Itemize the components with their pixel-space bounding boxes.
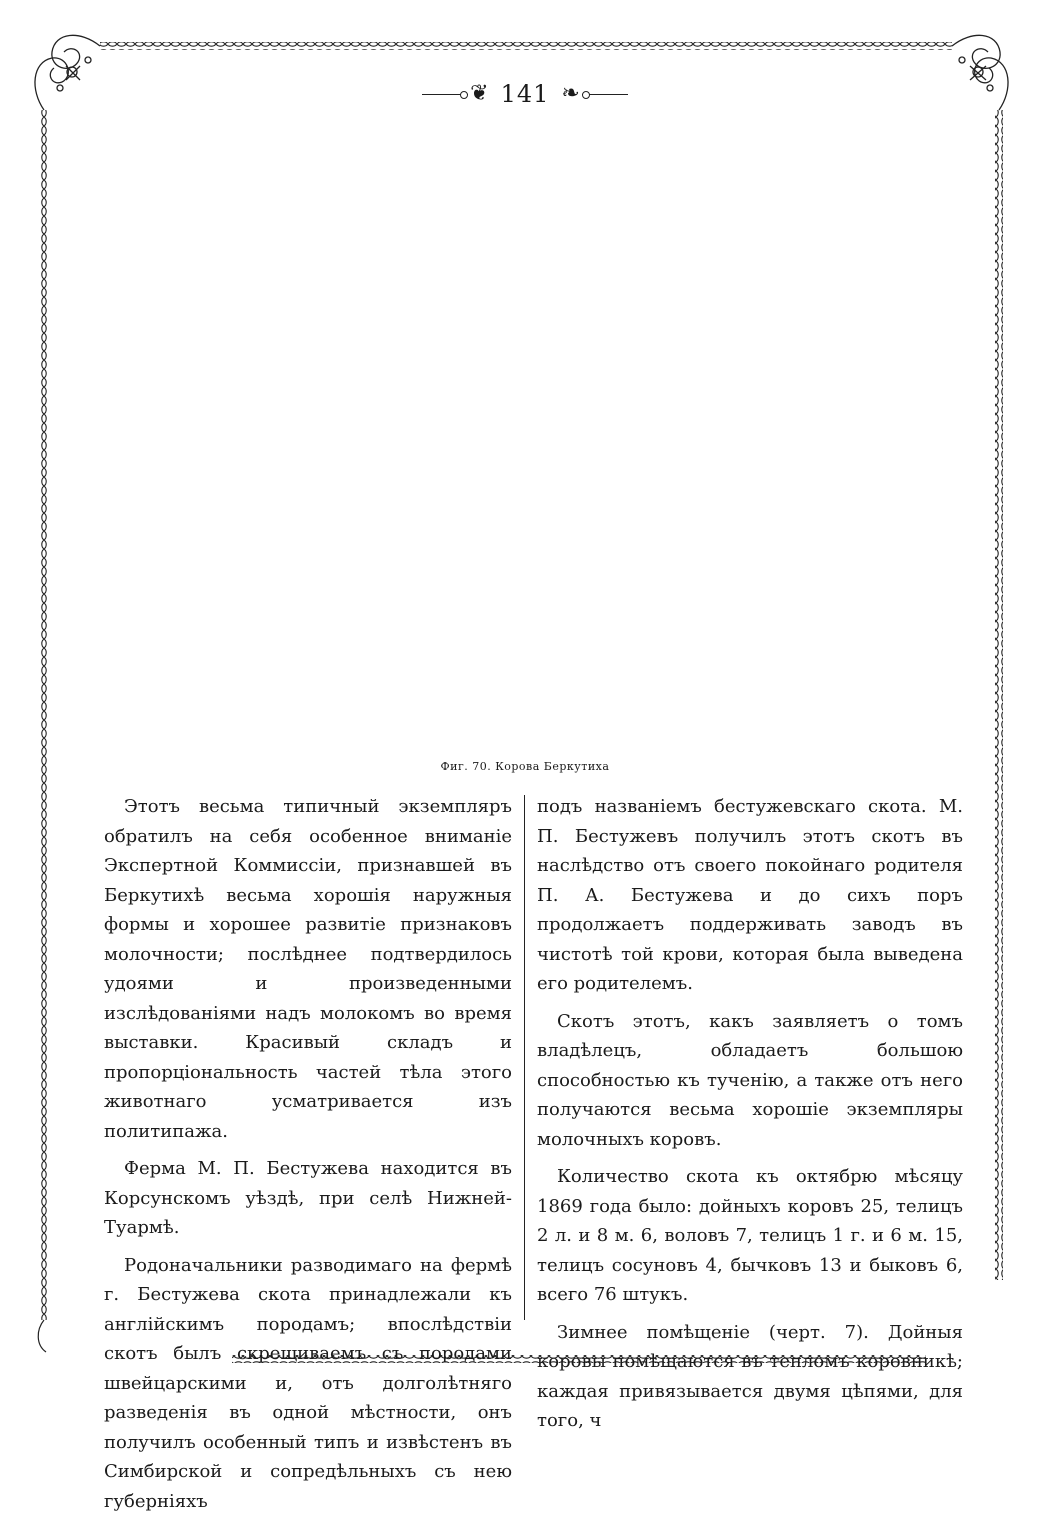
paragraph: Этотъ весьма типичный экземпляръ обратилъ на себя особенное вниманіе Экспертной Коммиссіи, признавшей въ Беркутихѣ весьма хорошія наружныя формы и хорошее развитіе признаковъ молочности; послѣднее подтвердилось удоями и произведенными изслѣдованіями надъ молокомъ во время выставки. Красивый складъ и пропорціональность частей тѣла этого животнаго усматривается изъ политипажа. (104, 796, 512, 1142)
paragraph: Количество скота къ октябрю мѣсяцу 1869 года было: дойныхъ коровъ 25, телицъ 2 л. и 8 м. 6, воловъ 7, телицъ 1 г. и 6 м. 15, телицъ сосуновъ 4, бычковъ 13 и быковъ 6, всего 76 штукъ. (537, 1166, 963, 1305)
header-rule-right (582, 94, 628, 95)
heart-ornament-icon: ❧ (561, 81, 580, 106)
page-header (0, 76, 1050, 112)
corner-flourish-bottom-left (38, 1320, 46, 1352)
text-column-left (104, 792, 512, 1524)
paragraph: Скотъ этотъ, какъ заявляетъ о томъ владѣлецъ, обладаетъ большою способностью къ тученію, а также отъ него получаются весьма хорошіе экземпляры молочныхъ коровъ. (537, 1010, 963, 1150)
column-divider (524, 795, 525, 1320)
page-number: 141 (500, 80, 550, 108)
paragraph: Родоначальники разводимаго на фермѣ г. Бестужева скота принадлежали къ англійскимъ породамъ; впослѣдствіи скотъ былъ скрещиваемъ съ породами швейцарскими и, отъ долголѣтняго разведенія въ одной мѣстности, онъ получилъ особенный типъ и извѣстенъ въ Симбирской и сопредѣльныхъ съ нею губерніяхъ (104, 1254, 512, 1512)
heart-ornament-icon: ❦ (470, 81, 489, 106)
figure-caption: Фиг. 70. Корова Беркутиха (440, 760, 610, 773)
paragraph: подъ названіемъ бестужевскаго скота. М. П. Бестужевъ получилъ этотъ скотъ въ наслѣдство отъ своего покойнаго родителя П. А. Бестужева и до сихъ поръ продолжаетъ поддерживать заводъ въ чистотѣ той крови, которая была выведена его родителемъ. (537, 796, 963, 994)
paragraph: Зимнее помѣщеніе (черт. 7). Дойныя коровы помѣщаются въ тепломъ коровникѣ; каждая привязывается двумя цѣпями, для того, ч (537, 1321, 963, 1431)
paragraph: Ферма М. П. Бестужева находится въ Корсунскомъ уѣздѣ, при селѣ Нижней-Туармѣ. (104, 1158, 512, 1238)
text-column-right (537, 792, 963, 1444)
header-rule-left (422, 94, 468, 95)
